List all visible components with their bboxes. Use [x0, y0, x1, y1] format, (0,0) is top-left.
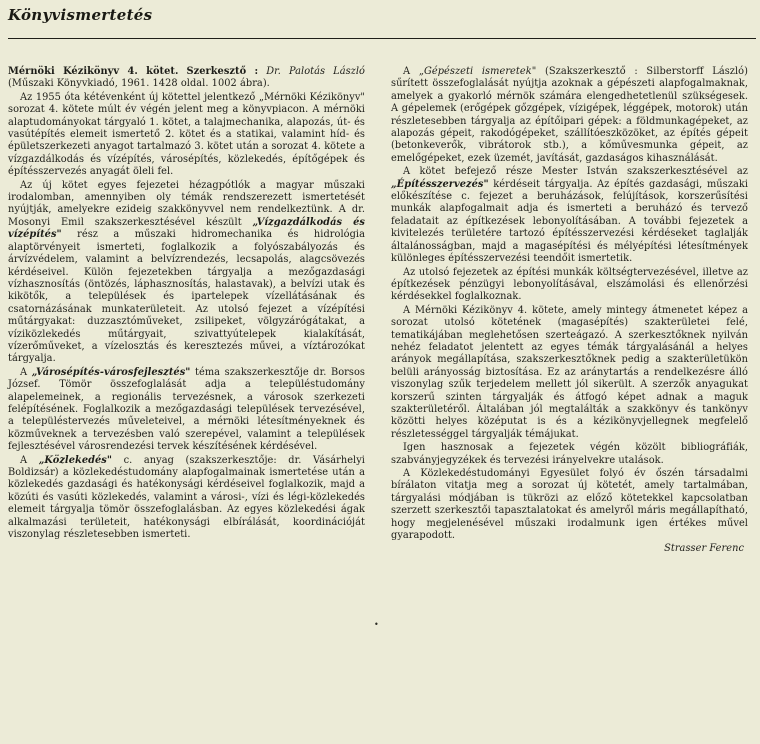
paragraph-series-overview: Az 1955 óta kétévenként új kötettel jelentkező „Mérnöki Kézikönyv" sorozat 4. kötete múlt év végén jelent meg a könyvpiacon. A mérnöki alaptudományokat tárgyaló 1. kötet, a talajmechanika, alapozás, út- és vasútépítés elemeit ismertető 2. kötet és a statikai, valamint híd- és épületszerkezeti anyagot tartalmazó 3. kötet után a sorozat 4. kötete a vízgazdálkodás és vízépítés, városépítés, közlekedés, építőgépek és építésszervezés anyagát öleli fel. [8, 91, 365, 178]
paragraph-text: téma szakszerkesztője dr. Borsos József. Tömör összefoglalását adja a településtudomány alapelemeinek, a regionális tervezésnek, a városok szerkezeti felépítésének. Foglalkozik a mezőgazdasági települések tervezésével, a településtervezés műveleteivel, a mérnöki létesítményeknek és közműveknek a tervezésben való szerepével, valamint a települések fejlesztésével városrendezési tervek készítésének kérdésével. [8, 366, 365, 453]
book-title: Mérnöki Kézikönyv 4. kötet. [8, 66, 179, 77]
chapter-title: „Építésszervezés" [391, 178, 489, 190]
paragraph-urban-planning [8, 367, 365, 454]
paragraph-water-management [8, 180, 365, 366]
paragraph-conclusion: A Közlekedéstudományi Egyesület folyó év őszén társadalmi bírálaton vitatja meg a sorozat új kötetét, amely tartalmában, tárgyalási módjában is tükrözi az előző kötetekkel kapcsolatban szerzett szerkesztői tapasztalatokat és amelyről máris megállapítható, hogy megjelenésével műszaki irodalmunk igen értékes művel gyarapodott. [391, 468, 748, 542]
title-divider [8, 38, 756, 39]
reviewer-signature: Strasser Ferenc [664, 543, 744, 555]
chapter-title: „Vízgazdálkodás és vízépítés" [8, 216, 365, 241]
paragraph-text: (Szakszerkesztő : Silberstorff László) sűrített összefoglalását nyújtja azoknak a gépészeti alapfogalmaknak, amelyek a gyakorló mérnök számára elengedhetetlenül szükségesek. A gépelemek (erőgépek gőzgépek, vízigépek, léggépek, motorok) után részletesebben tárgyalja az építőipari gépek: a földmunkagépeket, az alapozás gépeit, rakodógépeket, szállítóeszközöket, az építés gépeit (betonkeverők, vibrátorok stb.), a kőművesmunka gépeit, az emelőgépeket, ezek üzemét, javítását, gazdaságos kihasználását. [391, 66, 749, 164]
paragraph-text: A [20, 366, 28, 378]
review-intro-paragraph [8, 66, 365, 91]
paragraph-text: A kötet befejező része Mester István szakszerkesztésével az [403, 166, 748, 178]
paragraph-text: A [20, 454, 28, 466]
paragraph-text: Az új kötet egyes fejezetei hézagpótlók a magyar műszaki irodalomban, amennyiben oly témák rendszerezett ismertetését nyújtják, amelyekre ezideig szakkönyvvel nem rendelkeztünk. A dr. Mosonyi Emil szakszerkesztésével készült [8, 179, 365, 228]
paragraph-text: kérdéseit tárgyalja. Az építés gazdasági, műszaki előkészítése c. fejezet a beruházások, felújítások, korszerűsítési munkák alapfogalmait adja és ismerteti a beruházó és tervező feladatait az építkezések lebonyolításában. A további fejezetek a kivitelezés területére tartozó építésszervezési kérdéseket taglalják általánosságban, majd a magasépítési és mélyépítési létesítmények különleges építésszervezési teendőit ismertetik. [391, 178, 748, 265]
editor-label: Szerkesztő : [186, 66, 259, 77]
paragraph-text: rész a műszaki hidromechanika és hidrológia alaptörvényeit ismerteti, foglalkozik a folyószabályozás és árvízvédelem, valamint a belvízrendezés, lecsapolás, alagcsövezés kérdéseivel. Külön fejezetekben tárgyalja a mezőgazdasági vízhasznosítás (öntözés, láphasznosítás, halastavak), a belvízi utak és kikötők, a települések és ipartelepek vízellátásának és csatornázásának munkaterületeit. Az utolsó fejezet a vízépítési műtárgyakat: duzzasztóműveket, zsilipeket, völgyzárógátakat, a víziközlekedés műtárgyait, szivattyútelepek kialakítását, vízerőműveket, a vízelosztás és keresztezés művei, a víztározókat tárgyalja. [8, 229, 365, 365]
chapter-title: „Közlekedés" [38, 454, 113, 466]
left-column [8, 66, 365, 542]
paragraph-mechanical [391, 66, 748, 165]
paragraph-bibliographies: Igen hasznosak a fejezetek végén közölt bibliográfiák, szabványjegyzékek és tervezési irányelvekre utalások. [391, 442, 748, 466]
paragraph-transport [8, 455, 365, 542]
paragraph-text: A [403, 66, 411, 77]
editor-name: Dr. Palotás László [266, 66, 366, 77]
section-title: Könyvismertetés [8, 6, 153, 24]
paragraph-evaluation: A Mérnöki Kézikönyv 4. kötete, amely mintegy átmenetet képez a sorozat utolsó kötetének (magasépítés) szakterületei felé, tematikájában meglehetősen szerteágazó. A szerkesztőknek nyilván nehéz feladatot jelentett az egyes témák tárgyalásánál a helyes arányok megállapítása, szakszerkesztőknek pedig a szakterületükön belüli arányosság biztosítása. Ez az aránytartás a rendelkezésre álló viszonylag szűk terjedelem mellett jól sikerült. A szerzők anyagukat korszerű szinten tárgyalják és átfogó képet adnak a maguk szakterületéről. Általában jól megtalálták a szakkönyv és tankönyv közötti helyes középutat is és a kézikönyvjellegnek megfelelő részletességgel tárgyalják témájukat. [391, 304, 748, 440]
paragraph-costs: Az utolsó fejezetek az építési munkák költségtervezésével, illetve az építkezések pénzügyi lebonyolításával, elszámolási és ellenőrzési kérdésekkel foglalkoznak. [391, 266, 748, 303]
chapter-title: „Városépítés-városfejlesztés" [31, 366, 191, 378]
margin-dot-mark: • [374, 620, 379, 629]
chapter-title: „Gépészeti ismeretek" [418, 66, 537, 77]
paragraph-construction-org [391, 166, 748, 265]
publication-info: (Műszaki Könyvkiadó, 1961. 1428 oldal. 1002 ábra). [8, 78, 270, 90]
paragraph-text: c. anyag (szakszerkesztője: dr. Vásárhelyi Boldizsár) a közlekedéstudomány alapfogalmainak ismertetése után a közlekedés gazdasági és hatékonysági kérdéseivel foglalkozik, majd a közúti és vasúti közlekedés, valamint a városi-, vízi és légi-közlekedés elemeit tárgyalja tömör összefoglalásban. Az egyes közlekedési ágak alkalmazási területeit, hatékonysági elbírálását, koordinációját viszonylag részletesebben ismerteti. [8, 454, 365, 541]
right-column [391, 66, 748, 556]
